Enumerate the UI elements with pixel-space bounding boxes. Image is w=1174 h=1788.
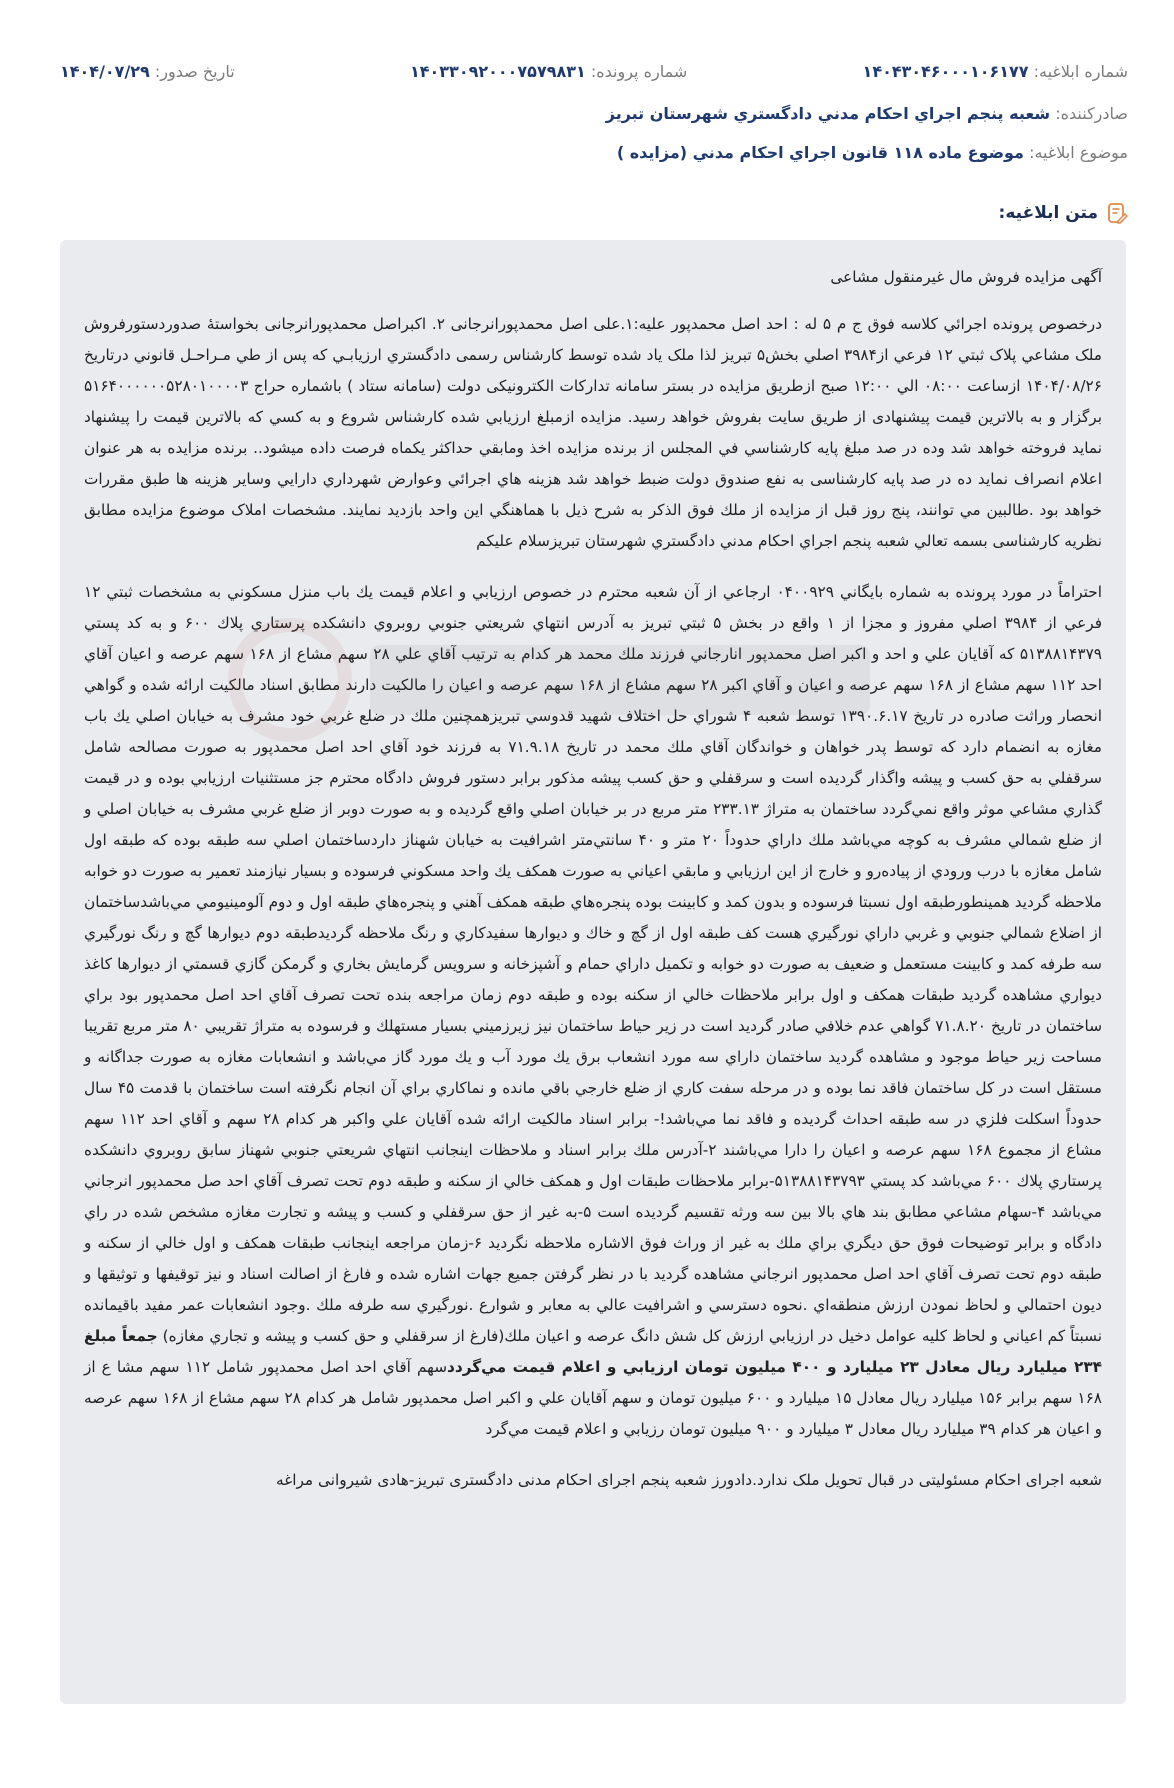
section-title <box>999 202 1128 224</box>
issuer-value: شعبه پنجم اجراي احكام مدني دادگستري شهرستان تبريز <box>605 104 1051 123</box>
subject-label: موضوع ابلاغيه: <box>1029 143 1128 162</box>
notice-body-panel <box>60 240 1126 1704</box>
issue-date-value: ۱۴۰۴/۰۷/۲۹ <box>60 61 150 81</box>
issuer-row <box>60 104 1128 123</box>
notice-number-value: ۱۴۰۴۳۰۴۶۰۰۰۱۰۶۱۷۷ <box>862 61 1029 81</box>
document-edit-icon <box>1106 202 1128 224</box>
meta-row-numbers <box>60 58 1128 84</box>
subject-value: موضوع ماده ۱۱۸ قانون اجراي احكام مدني (مزايده ) <box>616 143 1024 162</box>
notice-paragraph-3: شعبه اجرای احکام مسئولیتی در قبال تحویل ملک ندارد.دادورز شعبه پنجم اجرای احکام مدنی دادگستری تبریز-هادی شیروانی مراغه <box>276 1471 1102 1489</box>
case-number <box>410 62 687 81</box>
appraisal-total-value: جمعاً مبلغ ۲۳۴ ميليارد ريال معادل ۲۳ ميليارد و ۴۰۰ ميليون تومان ارزيابي و اعلام قيمت مي‌گردد <box>84 1327 1102 1376</box>
case-number-value: ۱۴۰۳۳۰۹۲۰۰۰۷۵۷۹۸۳۱ <box>409 61 586 81</box>
section-title-text: متن ابلاغيه: <box>998 203 1098 223</box>
issue-date-label: تاريخ صدور: <box>154 61 235 81</box>
appraisal-text-part-2: سهم آقاي احد اصل محمدپور شامل ۱۱۲ سهم مشا ع از ۱۶۸ سهم برابر ۱۵۶ ميليارد ريال معادل ۱۵ ميليارد و ۶۰۰ ميليون تومان و سهم آقايان علي و اكبر اصل محمدپور شامل هر كدام ۲۸ سهم مشاع از ۱۶۸ سهم عرصه و اعيان هر كدام ۳۹ ميليارد ريال معادل ۳ ميليارد و ۹۰۰ ميليون تومان رزيابي و اعلام قيمت مي‌گرد <box>84 1358 1103 1438</box>
notice-heading: آگهی مزایده فروش مال غیرمنقول مشاعی <box>830 268 1102 286</box>
issue-date <box>60 62 235 81</box>
notice-paragraph-1: درخصوص پرونده اجرائي كلاسه فوق ج م ۵ له : احد اصل محمدپور عليه:۱.علی اصل محمدپورانرجانی ۲. اکبراصل محمدپورانرجانی بخواستهٔ صدوردستورفروش ملک مشاعي پلاک ثبتي ۱۲ فرعي از۳۹۸۴ اصلي بخش۵ تبريز لذا ملک ياد شده توسط كارشناس رسمی دادگستري ارزيابـي كه پس از طي مـراحـل قانوني درتاريخ ۱۴۰۴/۰۸/۲۶ ازساعت ۰۸:۰۰ الي ۱۲:۰۰ صبح ازطريق مزايده در بستر سامانه تداركات الكترونيكى دولت (سامانه ستاد ) باشماره حراج ۵۱۶۴۰۰۰۰۰۰۵۲۸۰۱۰۰۰۰۳ برگزار و به بالاترین قیمت پیشنهادی از طريق سايت بفروش خواهد رسيد. مزايده ازمبلغ ارزيابي شده كارشناس شروع و به كسي كه بالاترين قيمت را پيشنهاد نمايد فروخته خواهد شد وده در صد مبلغ پايه كارشناسي في المجلس از برنده مزايده اخذ ومابقي حداكثر يكماه فرصت داده ميشود.. برنده مزايده به هر عنوان اعلام انصراف نمايد ده در صد پايه كارشناسى به نفع صندوق دولت ضبط خواهد شد هزينه هاي اجرائي وعوارض شهرداري دارايي وساير هزينه ها طبق مقررات خواهد بود .طالبين مي توانند، پنج روز قبل از مزايده از ملك فوق الذكر به شرح ذيل با هماهنگي اين واحد بازديد نمايند. مشخصات املاک موضوع مزايده مطابق نظريه كارشناسی بسمه تعالي شعبه پنجم اجراي احكام مدني دادگستري شهرستان تبريزسلام عليكم <box>84 315 1103 550</box>
notice-number-label: شماره ابلاغيه: <box>1033 61 1128 81</box>
case-number-label: شماره پرونده: <box>590 61 688 81</box>
notice-paragraph-2 <box>84 577 1102 1445</box>
issuer-label: صادركننده: <box>1055 104 1128 123</box>
appraisal-text-part-1: احتراماً در مورد پرونده به شماره بايگاني ۰۴۰۰۹۲۹ ارجاعي از آن شعبه محترم در خصوص ارزيابي و اعلام قيمت يك باب منزل مسكوني به مشخصات ثبتي ۱۲ فرعي از ۳۹۸۴ اصلي مفروز و مجزا از ۱ واقع در بخش ۵ ثبتي تبريز به آدرس انتهاي شريعتي جنوبي روبروي دانشكده پرستاري پلاك ۶۰۰ و به كد پستي ۵۱۳۸۸۱۴۳۷۹ كه آقايان علي و احد و اكبر اصل محمدپور انارجاني فرزند ملك محمد هر كدام به ترتيب آقاي علي ۲۸ سهم مشاع از ۱۶۸ سهم عرصه و اعيان آقاي احد ۱۱۲ سهم مشاع از ۱۶۸ سهم عرصه و اعيان و آقاي اكبر ۲۸ سهم مشاع از ۱۶۸ سهم عرصه و اعيان را مالكيت دارند مطابق اسناد مالكيت ارائه شده و گواهي انحصار وراثت صادره در تاريخ ۱۳۹۰.۶.۱۷ توسط شعبه ۴ شوراي حل اختلاف شهيد قدوسي تبريزهمچنين ملك در ضلع غربي خود مشرف به خيابان اصلي يك باب مغازه به انضمام دارد كه توسط پدر خواهان و خواندگان آقاي ملك محمد در تاريخ ۷۱.۹.۱۸ به فرزند خود آقاي احد اصل محمدپور به صورت مصالحه شامل سرقفلي به حق كسب و پيشه واگذار گرديده است و سرقفلي و حق كسب پيشه مذكور برابر دستور فروش دادگاه محترم جز مستثنيات ارزيابي بوده و در قيمت گذاري مشاعي موثر واقع نمي‌گردد ساختمان به متراژ ۲۳۳.۱۳ متر مربع در بر خيابان اصلي واقع گرديده و به صورت دوبر از ضلع غربي مشرف به خيابان اصلي و از ضلع شمالي مشرف به كوچه مي‌باشد ملك داراي حدوداً ۲۰ متر و ۴۰ سانتي‌متر اشرافيت به خيابان شهناز داردساختمان اصلي سه طبقه بوده كه طبقه اول شامل مغازه با درب ورودي از پياده‌رو و خارج از اين ارزيابي و مابقي اعياني به صورت همكف يك واحد مسكوني فرسوده و بسيار نيازمند تعمير به صورت دو خوابه ملاحظه گرديد همينطورطبقه اول نسبتا فرسوده و بدون كمد و كابينت بوده پنجره‌هاي طبقه همكف آهني و پنجره‌هاي طبقه اول و دوم آلومينيومي مي‌باشدساختمان از اضلاع شمالي جنوبي و غربي داراي نورگيري هست كف طبقه اول از گچ و خاك و ديوارها سفيدكاري و رنگ ملاحظه گرديدطبقه دوم ديوارها گچ و رنگ نورگيري سه طرفه كمد و كابينت مستعمل و ضعيف به صورت دو خوابه و تكميل داراي حمام و آشپزخانه و سرويس گرمايش بخاري و گرمكن گازي قسمتي از ديوارها كاغذ ديواري مشاهده گرديد طبقات همكف و اول برابر ملاحظات خالي از سكنه بوده و طبقه دوم زمان مراجعه بنده تحت تصرف آقاي احد اصل محمدپور بود براي ساختمان در تاريخ ۷۱.۸.۲۰ گواهي عدم خلافي صادر گرديد است در زير حياط ساختمان نيز زيرزميني بسيار مستهلك و فرسوده به متراژ تقريبي ۸۰ متر مربع تقريبا مساحت زير حياط موجود و مشاهده گرديد ساختمان داراي سه مورد انشعاب برق يك مورد آب و يك مورد گاز مي‌باشد و انشعابات مغازه به صورت جداگانه و مستقل است در كل ساختمان فاقد نما بوده و در مرحله سفت كاري از ضلع خارجي باقي مانده و نماكاري براي آن انجام نگرفته است ساختمان با قدمت ۴۵ سال حدوداً اسكلت فلزي در سه طبقه احداث گرديده و فاقد نما مي‌باشد!- برابر اسناد مالكيت ارائه شده آقايان علي واكبر هر كدام ۲۸ سهم و آقاي احد ۱۱۲ سهم مشاع از مجموع ۱۶۸ سهم عرصه و اعيان را دارا مي‌باشند ۲-آدرس ملك برابر اسناد و ملاحظات اينجانب انتهاي شريعتي جنوبي شهناز سابق روبروي دانشكده پرستاري پلاك ۶۰۰ مي‌باشد كد پستي ۵۱۳۸۸۱۴۳۷۹۳-برابر ملاحظات طبقات اول و همكف خالي از سكنه و طبقه دوم تحت تصرف آقاي احد صل محمدپور انرجاني مي‌باشد ۴-سهام مشاعي مطابق بند هاي بالا بين سه ورثه تقسيم گرديده است ۵-به غير از حق سرقفلي و كسب و پيشه و تجارت مغازه مشخص شده در راي دادگاه و برابر توضيحات فوق حق ديگري براي ملك به غير از وراث فوق الاشاره ملاحظه نگرديد ۶-زمان مراجعه اينجانب طبقات همكف و اول خالي از سكنه و طبقه دوم تحت تصرف آقاي احد اصل محمدپور انرجاني مشاهده گرديد با در نظر گرفتن جميع جهات اشاره شده و فارغ از اصالت اسناد و نيز توقيفها و توثيقها و ديون احتمالي و لحاظ نمودن ارزش منطقه‌اي .نحوه دسترسي و اشرافيت عالي به معابر و شوارع .نورگيري سه طرفه ملك .وجود انشعابات عمر مفيد باقيمانده نسبتاً كم اعياني و لحاظ كليه عوامل دخيل در ارزيابي ارزش كل شش دانگ عرصه و اعيان ملك(فارغ از سرقفلي و حق كسب و پيشه و تجاري مغازه) <box>84 583 1103 1345</box>
subject-row <box>60 143 1128 162</box>
notice-number <box>863 62 1128 81</box>
